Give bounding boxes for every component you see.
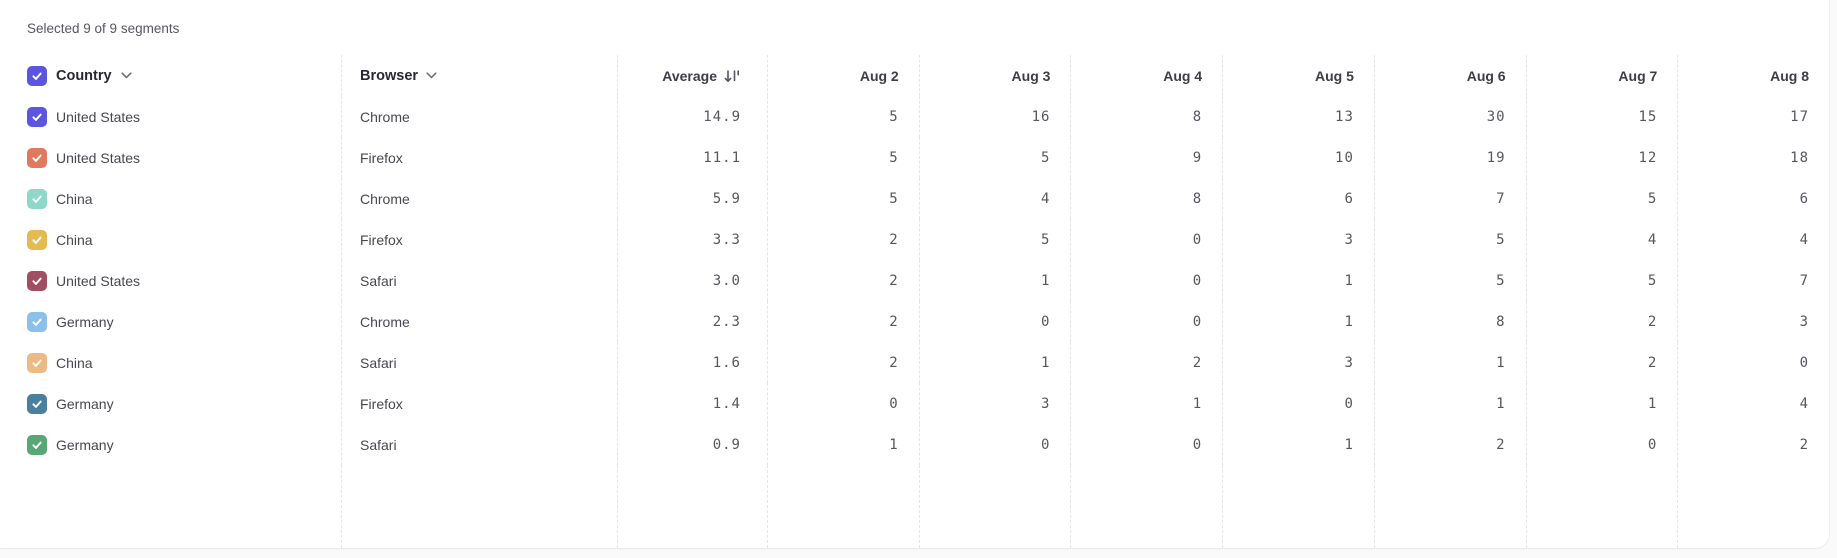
browser-cell — [341, 424, 617, 465]
date-column-header[interactable]: Aug 7 — [1618, 67, 1658, 84]
date-value: 0 — [1799, 354, 1810, 371]
table-bottom-filler — [0, 465, 1829, 548]
date-cell — [767, 137, 919, 178]
date-value: 5 — [889, 149, 899, 166]
date-cell — [1677, 424, 1829, 465]
average-value: 3.3 — [712, 231, 741, 248]
date-cell — [919, 96, 1071, 137]
selection-summary: Selected 9 of 9 segments — [27, 21, 180, 36]
browser-label: Chrome — [360, 190, 410, 207]
segment-checkbox[interactable] — [27, 394, 47, 414]
browser-cell — [341, 383, 617, 424]
date-value: 0 — [889, 395, 899, 412]
date-cell — [1070, 96, 1222, 137]
average-value: 14.9 — [703, 108, 741, 125]
date-value: 5 — [1041, 149, 1051, 166]
date-value: 0 — [1192, 436, 1203, 453]
segment-checkbox[interactable] — [27, 189, 47, 209]
date-column-header[interactable]: Aug 2 — [859, 67, 899, 84]
date-value: 19 — [1486, 149, 1506, 166]
browser-label: Firefox — [360, 231, 403, 248]
date-cell — [1374, 96, 1526, 137]
date-value: 1 — [1647, 395, 1658, 412]
date-cell — [1526, 301, 1678, 342]
check-icon — [31, 439, 43, 451]
date-value: 6 — [1344, 190, 1354, 207]
date-value: 1 — [1496, 395, 1506, 412]
date-cell — [1222, 342, 1374, 383]
date-value: 5 — [1041, 231, 1051, 248]
browser-label: Chrome — [360, 313, 410, 330]
date-cell — [767, 178, 919, 219]
date-cell — [1222, 424, 1374, 465]
segment-checkbox[interactable] — [27, 353, 47, 373]
average-cell — [617, 219, 767, 260]
segments-table — [0, 55, 1829, 548]
average-cell — [617, 260, 767, 301]
date-cell — [767, 383, 919, 424]
chevron-down-icon[interactable] — [121, 72, 132, 79]
country-label: Germany — [56, 313, 114, 330]
country-cell — [0, 424, 341, 465]
average-value: 1.6 — [712, 354, 741, 371]
average-value: 5.9 — [712, 190, 741, 207]
average-cell — [617, 342, 767, 383]
date-value: 5 — [1647, 272, 1658, 289]
table-row — [0, 178, 1829, 219]
country-label: China — [56, 190, 93, 207]
country-label: Germany — [56, 395, 114, 412]
date-cell — [767, 424, 919, 465]
date-cell — [1222, 219, 1374, 260]
segment-checkbox[interactable] — [27, 148, 47, 168]
date-value: 5 — [1647, 190, 1658, 207]
date-value: 4 — [1647, 231, 1658, 248]
filler-cell — [1526, 465, 1678, 548]
date-column-header[interactable]: Aug 6 — [1466, 67, 1506, 84]
check-icon — [31, 357, 43, 369]
check-icon — [31, 152, 43, 164]
date-cell — [1677, 178, 1829, 219]
date-cell — [1677, 260, 1829, 301]
date-header-cell — [1222, 55, 1374, 96]
date-cell — [1222, 178, 1374, 219]
sort-descending-icon[interactable] — [723, 68, 741, 84]
average-value: 3.0 — [712, 272, 741, 289]
check-icon — [31, 193, 43, 205]
date-value: 7 — [1799, 272, 1810, 289]
date-value: 0 — [1344, 395, 1354, 412]
country-cell — [0, 260, 341, 301]
browser-cell — [341, 342, 617, 383]
date-cell — [1070, 342, 1222, 383]
table-row — [0, 219, 1829, 260]
date-value: 30 — [1486, 108, 1506, 125]
date-value: 4 — [1799, 231, 1810, 248]
date-value: 15 — [1638, 108, 1658, 125]
date-value: 8 — [1192, 108, 1203, 125]
table-header-row — [0, 55, 1829, 96]
date-cell — [919, 178, 1071, 219]
date-value: 1 — [1344, 272, 1354, 289]
date-cell — [1526, 137, 1678, 178]
country-label: United States — [56, 108, 141, 125]
chevron-down-icon[interactable] — [426, 72, 437, 79]
country-label: Germany — [56, 436, 114, 453]
country-label: United States — [56, 272, 141, 289]
browser-cell — [341, 260, 617, 301]
date-cell — [1070, 178, 1222, 219]
check-icon — [31, 111, 43, 123]
average-header-cell — [617, 55, 767, 96]
browser-label: Safari — [360, 354, 397, 371]
date-value: 5 — [1496, 272, 1506, 289]
date-cell — [919, 260, 1071, 301]
date-value: 2 — [1647, 354, 1658, 371]
country-label: China — [56, 231, 93, 248]
browser-label: Firefox — [360, 395, 403, 412]
date-value: 8 — [1496, 313, 1506, 330]
date-value: 10 — [1335, 149, 1354, 166]
average-cell — [617, 301, 767, 342]
date-value: 1 — [889, 436, 899, 453]
date-value: 1 — [1041, 354, 1051, 371]
date-cell — [1222, 383, 1374, 424]
average-cell — [617, 383, 767, 424]
browser-header-cell — [341, 55, 617, 96]
filler-cell — [767, 465, 919, 548]
date-cell — [919, 342, 1071, 383]
table-row — [0, 260, 1829, 301]
date-cell — [1070, 424, 1222, 465]
average-cell — [617, 424, 767, 465]
check-icon — [31, 398, 43, 410]
date-value: 1 — [1192, 395, 1203, 412]
browser-cell — [341, 178, 617, 219]
date-value: 16 — [1031, 108, 1051, 125]
date-cell — [1222, 260, 1374, 301]
segment-checkbox[interactable] — [27, 230, 47, 250]
date-cell — [1070, 219, 1222, 260]
date-value: 2 — [1496, 436, 1506, 453]
date-cell — [1374, 383, 1526, 424]
date-value: 12 — [1638, 149, 1658, 166]
date-value: 0 — [1192, 272, 1203, 289]
filler-cell — [1374, 465, 1526, 548]
date-cell — [1677, 96, 1829, 137]
date-cell — [1526, 219, 1678, 260]
table-row — [0, 383, 1829, 424]
date-cell — [919, 301, 1071, 342]
date-cell — [767, 260, 919, 301]
browser-label: Safari — [360, 272, 397, 289]
filler-cell — [919, 465, 1071, 548]
date-cell — [1070, 301, 1222, 342]
date-value: 4 — [1041, 190, 1051, 207]
date-value: 3 — [1799, 313, 1810, 330]
date-cell — [919, 424, 1071, 465]
country-cell — [0, 96, 341, 137]
filler-cell — [1222, 465, 1374, 548]
date-column-header[interactable]: Aug 3 — [1011, 67, 1051, 84]
date-cell — [767, 219, 919, 260]
date-value: 2 — [889, 272, 899, 289]
date-column-header[interactable]: Aug 5 — [1314, 67, 1354, 84]
average-column-header[interactable]: Average — [662, 67, 717, 84]
country-cell — [0, 178, 341, 219]
date-value: 5 — [889, 108, 899, 125]
date-cell — [1374, 219, 1526, 260]
date-header-cell — [1374, 55, 1526, 96]
date-cell — [1526, 96, 1678, 137]
date-column-header[interactable]: Aug 4 — [1163, 67, 1203, 84]
date-header-cell — [767, 55, 919, 96]
browser-cell — [341, 301, 617, 342]
date-cell — [767, 342, 919, 383]
average-value: 2.3 — [712, 313, 741, 330]
date-value: 1 — [1496, 354, 1506, 371]
date-cell — [1374, 260, 1526, 301]
browser-column-header[interactable]: Browser — [360, 67, 419, 84]
date-cell — [1526, 178, 1678, 219]
date-value: 8 — [1192, 190, 1203, 207]
check-icon — [31, 234, 43, 246]
date-cell — [1677, 342, 1829, 383]
date-value: 0 — [1192, 231, 1203, 248]
date-cell — [1677, 137, 1829, 178]
country-label: China — [56, 354, 93, 371]
date-cell — [1677, 301, 1829, 342]
date-value: 2 — [889, 354, 899, 371]
average-cell — [617, 96, 767, 137]
country-cell — [0, 342, 341, 383]
date-cell — [1070, 137, 1222, 178]
date-cell — [1222, 137, 1374, 178]
country-cell — [0, 137, 341, 178]
table-row — [0, 96, 1829, 137]
date-cell — [1526, 342, 1678, 383]
date-cell — [1374, 342, 1526, 383]
table-body — [0, 96, 1829, 465]
date-cell — [1374, 137, 1526, 178]
average-value: 1.4 — [712, 395, 741, 412]
check-icon — [31, 316, 43, 328]
average-value: 11.1 — [703, 149, 741, 166]
date-value: 2 — [1192, 354, 1203, 371]
date-value: 2 — [889, 313, 899, 330]
date-cell — [767, 301, 919, 342]
browser-label: Safari — [360, 436, 397, 453]
date-cell — [919, 137, 1071, 178]
check-icon — [31, 275, 43, 287]
date-cell — [1677, 383, 1829, 424]
date-cell — [1374, 178, 1526, 219]
date-column-header[interactable]: Aug 8 — [1770, 67, 1810, 84]
country-column-header[interactable]: Country — [56, 67, 112, 84]
date-value: 2 — [889, 231, 899, 248]
table-row — [0, 424, 1829, 465]
filler-cell — [1070, 465, 1222, 548]
table-row — [0, 342, 1829, 383]
browser-label: Chrome — [360, 108, 410, 125]
date-cell — [1070, 383, 1222, 424]
date-value: 4 — [1799, 395, 1810, 412]
date-header-cell — [919, 55, 1071, 96]
date-cell — [1374, 301, 1526, 342]
date-cell — [919, 219, 1071, 260]
browser-cell — [341, 219, 617, 260]
date-cell — [1222, 301, 1374, 342]
select-all-checkbox[interactable] — [27, 66, 47, 86]
date-cell — [1222, 96, 1374, 137]
average-cell — [617, 137, 767, 178]
table-row — [0, 301, 1829, 342]
filler-cell — [1677, 465, 1829, 548]
date-value: 1 — [1344, 436, 1354, 453]
date-cell — [919, 383, 1071, 424]
date-value: 3 — [1041, 395, 1051, 412]
date-value: 0 — [1192, 313, 1203, 330]
date-value: 7 — [1496, 190, 1506, 207]
date-value: 3 — [1344, 354, 1354, 371]
browser-label: Firefox — [360, 149, 403, 166]
date-value: 2 — [1647, 313, 1658, 330]
date-value: 5 — [1496, 231, 1506, 248]
date-cell — [1526, 383, 1678, 424]
country-cell — [0, 219, 341, 260]
average-cell — [617, 178, 767, 219]
date-value: 1 — [1344, 313, 1354, 330]
date-cell — [1070, 260, 1222, 301]
date-header-cell — [1526, 55, 1678, 96]
segment-checkbox[interactable] — [27, 435, 47, 455]
table-row — [0, 137, 1829, 178]
date-value: 6 — [1799, 190, 1810, 207]
segment-checkbox[interactable] — [27, 107, 47, 127]
segment-checkbox[interactable] — [27, 312, 47, 332]
date-cell — [767, 96, 919, 137]
date-value: 13 — [1335, 108, 1354, 125]
browser-cell — [341, 137, 617, 178]
date-value: 0 — [1041, 436, 1051, 453]
date-value: 17 — [1790, 108, 1810, 125]
date-value: 2 — [1799, 436, 1810, 453]
date-cell — [1526, 260, 1678, 301]
date-value: 0 — [1647, 436, 1658, 453]
date-cell — [1374, 424, 1526, 465]
date-value: 1 — [1041, 272, 1051, 289]
country-header-cell — [0, 55, 341, 96]
average-value: 0.9 — [712, 436, 741, 453]
date-value: 3 — [1344, 231, 1354, 248]
country-cell — [0, 301, 341, 342]
segment-checkbox[interactable] — [27, 271, 47, 291]
date-value: 18 — [1790, 149, 1810, 166]
date-value: 5 — [889, 190, 899, 207]
date-cell — [1677, 219, 1829, 260]
date-header-cell — [1070, 55, 1222, 96]
check-icon — [31, 70, 43, 82]
date-header-cell — [1677, 55, 1829, 96]
date-value: 0 — [1041, 313, 1051, 330]
country-cell — [0, 383, 341, 424]
country-label: United States — [56, 149, 141, 166]
date-cell — [1526, 424, 1678, 465]
date-value: 9 — [1192, 149, 1203, 166]
browser-cell — [341, 96, 617, 137]
